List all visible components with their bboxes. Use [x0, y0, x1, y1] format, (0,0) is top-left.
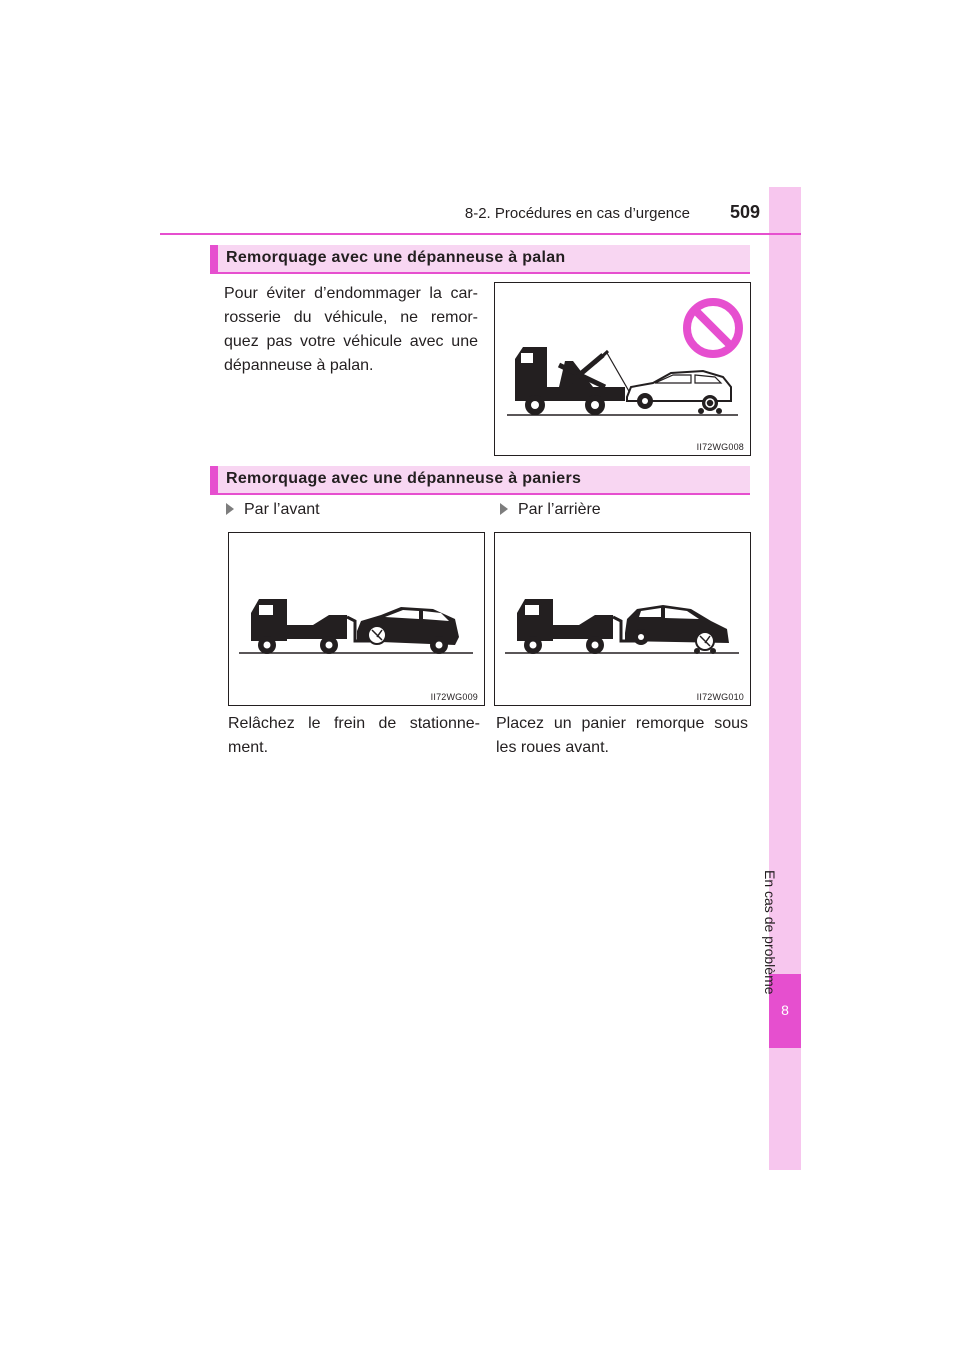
caption-rear — [496, 712, 748, 760]
figure-code: II72WG010 — [696, 692, 744, 702]
bullet-front — [226, 501, 320, 519]
triangle-bullet-icon — [500, 503, 508, 515]
figure-code: II72WG009 — [430, 692, 478, 702]
triangle-bullet-icon — [226, 503, 234, 515]
caption-front — [228, 712, 480, 760]
text-line: dépanneuse à palan. — [224, 357, 374, 374]
figure-hoist-towing — [494, 282, 751, 456]
section-title: Remorquage avec une dépanneuse à paniers — [226, 470, 582, 487]
bullet-rear — [500, 501, 601, 519]
bullet-label: Par l’arrière — [518, 501, 601, 518]
section-title: Remorquage avec une dépanneuse à palan — [226, 249, 566, 266]
section-hoist-text — [224, 282, 478, 378]
section-heading-wheel-lift — [210, 466, 750, 495]
chapter-tab — [769, 187, 801, 1170]
bullet-label: Par l’avant — [244, 501, 320, 518]
chapter-label-container — [762, 870, 796, 1010]
figure-front-towing — [228, 532, 485, 706]
text-line: quez pas votre véhicule avec une — [224, 333, 478, 350]
front-tow-illustration — [229, 533, 484, 705]
chapter-label: En cas de problème — [762, 870, 778, 995]
text-line: Placez un panier remorque sous — [496, 715, 748, 732]
text-line: ment. — [228, 739, 269, 756]
figure-code: II72WG008 — [696, 442, 744, 452]
running-header-title: 8-2. Procédures en cas d’urgence — [464, 205, 690, 222]
prohibition-icon — [687, 302, 739, 354]
section-heading-hoist — [210, 245, 750, 274]
rear-tow-illustration — [495, 533, 750, 705]
text-line: les roues avant. — [496, 739, 609, 756]
hoist-tow-truck-illustration — [495, 283, 750, 455]
text-line: rosserie du véhicule, ne remor- — [224, 309, 478, 326]
text-line: Pour éviter d’endommager la car- — [224, 285, 478, 302]
chapter-number: 8 — [781, 1002, 789, 1018]
figure-rear-towing — [494, 532, 751, 706]
header-rule — [160, 233, 801, 235]
text-line: Relâchez le frein de stationne- — [228, 715, 480, 732]
page-number: 509 — [729, 202, 760, 222]
